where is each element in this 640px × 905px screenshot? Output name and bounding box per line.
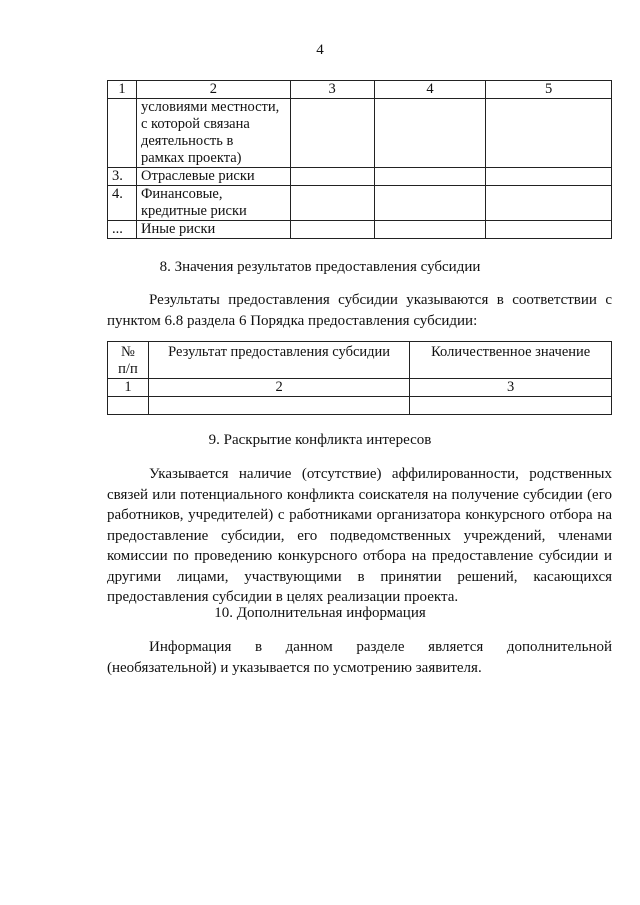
index-cell: 2 — [148, 379, 409, 397]
cell-line: с которой связана — [140, 116, 250, 132]
table-row — [108, 186, 612, 221]
risk-name: Отраслевые риски — [136, 168, 290, 186]
column-number-header: № п/п — [108, 342, 149, 379]
page-number: 4 — [316, 42, 324, 58]
section-8-text: Результаты предоставления субсидии указываются в соответствии с пунктом 6.8 раздела 6 Порядка предоставления субсидии: — [107, 292, 612, 329]
cell-line: рамках проекта) — [140, 150, 242, 166]
index-cell: 3 — [410, 379, 612, 397]
table-header-row — [108, 81, 612, 99]
table-row — [108, 168, 612, 186]
table-row — [108, 379, 612, 397]
header-cell: 4 — [374, 81, 486, 99]
row-number: 4. — [108, 186, 137, 221]
index-cell: 1 — [108, 379, 149, 397]
section-10-heading: 10. Дополнительная информация — [214, 605, 426, 621]
header-cell: 1 — [108, 81, 137, 99]
cell-line: деятельность в — [140, 133, 234, 149]
header-cell: 3 — [290, 81, 374, 99]
table-row — [108, 99, 612, 168]
column-value-header: Количественное значение — [410, 342, 612, 379]
section-9-heading: 9. Раскрытие конфликта интересов — [208, 432, 432, 448]
risk-name: Финансовые, кредитные риски — [136, 186, 290, 221]
continued-risk-cell — [136, 99, 290, 168]
risk-table — [107, 80, 612, 239]
result-table — [107, 341, 612, 415]
table-header-row — [108, 342, 612, 379]
column-result-header: Результат предоставления субсидии — [148, 342, 409, 379]
table-row — [108, 397, 612, 415]
section-9-text: Указывается наличие (отсутствие) аффилированности, родственных связей или потенциального конфликта соискателя на получение субсидии (его работников, учредителей) с работниками организатора конкурсного отбора на предоставление субсидии, его подведомственных учреждений, членами комиссии по проведению конкурсного отбора на предоставление субсидии и другими лицами, участвующими в принятии решений, касающихся предоставления субсидии в целях реализации проекта. — [107, 466, 612, 605]
section-10-text: Информация в данном разделе является дополнительной (необязательной) и указывается по усмотрению заявителя. — [107, 639, 612, 676]
risk-name: Иные риски — [136, 221, 290, 239]
header-cell: 2 — [136, 81, 290, 99]
table-row — [108, 221, 612, 239]
cell-line: условиями местности, — [140, 99, 280, 115]
header-cell: 5 — [486, 81, 612, 99]
row-number: ... — [108, 221, 137, 239]
section-8-heading: 8. Значения результатов предоставления субсидии — [159, 259, 481, 275]
row-number: 3. — [108, 168, 137, 186]
